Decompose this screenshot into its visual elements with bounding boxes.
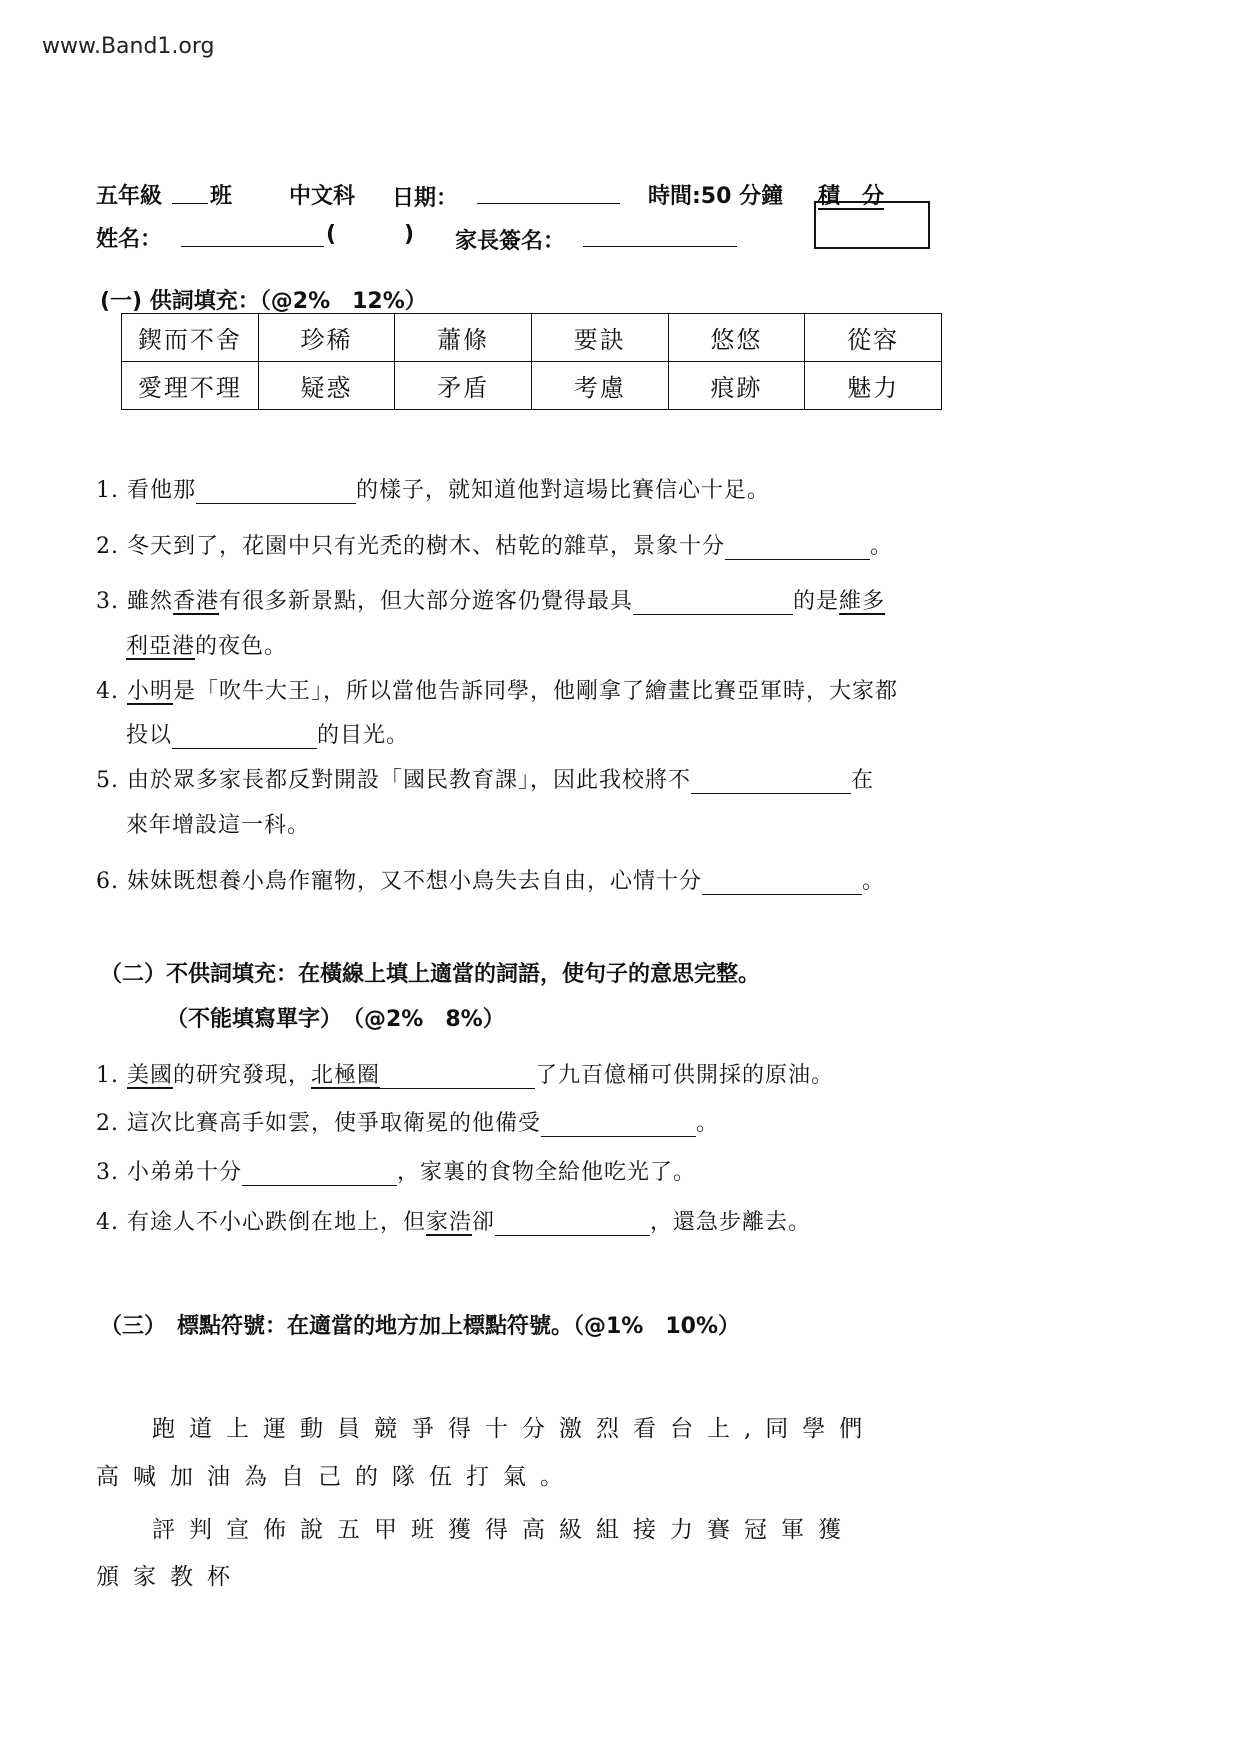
score-box[interactable] xyxy=(814,201,930,249)
word-cell: 蕭條 xyxy=(395,314,532,362)
word-cell: 愛理不理 xyxy=(122,362,259,410)
q-text: 。 xyxy=(696,1111,720,1136)
q-text: ，家裏的食物全給他吃光了。 xyxy=(397,1160,697,1185)
punctuation-paragraph-1-line-2: 高喊加油為自己的隊伍打氣。 xyxy=(96,1464,577,1490)
proper-noun: 家浩 xyxy=(426,1210,473,1235)
s1-question-5-cont xyxy=(126,808,310,839)
punctuation-paragraph-2-line-1: 評判宣佈說五甲班獲得高級組接力賽冠軍獲 xyxy=(152,1517,855,1543)
q-text: 冬天到了，花園中只有光禿的樹木、枯乾的雜草，景象十分 xyxy=(127,534,726,559)
date-blank[interactable] xyxy=(477,181,620,204)
s1-question-6 xyxy=(96,864,885,895)
q-text: 投以 xyxy=(126,723,173,748)
name-label: 姓名： xyxy=(96,227,163,252)
s2-question-1 xyxy=(96,1058,834,1089)
grade-label: 五年級 xyxy=(96,184,163,209)
q-text: 的是 xyxy=(793,589,840,614)
s1-question-3 xyxy=(96,584,885,615)
q-number: 5. xyxy=(96,768,119,793)
q-text: 的樣子，就知道他對這場比賽信心十足。 xyxy=(356,478,771,503)
word-bank-row xyxy=(122,314,942,362)
word-cell: 從容 xyxy=(805,314,942,362)
q-text: 卻 xyxy=(472,1210,496,1235)
section2-subtitle: （不能填寫單字） （@2% 8%） xyxy=(166,1007,505,1032)
class-blank[interactable] xyxy=(172,181,208,204)
q-text: 妹妹既想養小鳥作寵物，又不想小鳥失去自由，心情十分 xyxy=(127,869,703,894)
q-text: 。 xyxy=(862,869,886,894)
q-text: 了九百億桶可供開採的原油。 xyxy=(535,1063,835,1088)
class-number-open: ( xyxy=(326,222,337,247)
proper-noun: 美國 xyxy=(127,1063,174,1088)
word-bank-row xyxy=(122,362,942,410)
website-url[interactable]: www.Band1.org xyxy=(42,34,215,59)
q-number: 3. xyxy=(96,1160,119,1185)
parent-sign-blank[interactable] xyxy=(583,224,737,247)
word-cell: 疑惑 xyxy=(258,362,395,410)
q-number: 1. xyxy=(96,478,119,503)
q-text: 看他那 xyxy=(127,478,197,503)
punctuation-paragraph-1-line-1: 跑道上運動員競爭得十分激烈看台上,同學們 xyxy=(152,1416,877,1442)
s1-question-1 xyxy=(96,473,770,504)
score-label: 積 分 xyxy=(818,184,885,209)
word-cell: 痕跡 xyxy=(668,362,805,410)
q-number: 2. xyxy=(96,534,119,559)
word-cell: 鍥而不舍 xyxy=(122,314,259,362)
q-text: 有途人不小心跌倒在地上，但 xyxy=(127,1210,427,1235)
word-bank-table xyxy=(121,313,942,410)
s1-question-5 xyxy=(96,763,874,794)
q-text: 來年增設這一科。 xyxy=(126,813,311,838)
answer-blank[interactable] xyxy=(691,771,851,794)
time-label: 時間:50 分鐘 xyxy=(648,184,784,209)
q-text: ，還急步離去。 xyxy=(650,1210,812,1235)
q-number: 2. xyxy=(96,1111,119,1136)
proper-noun: 維多 xyxy=(839,589,886,614)
q-number: 1. xyxy=(96,1063,119,1088)
answer-blank[interactable] xyxy=(172,726,317,749)
answer-blank[interactable] xyxy=(725,537,870,560)
q-text: 是「吹牛大王」，所以當他告訴同學，他剛拿了繪畫比賽亞軍時，大家都 xyxy=(173,679,899,704)
q-text: 雖然 xyxy=(127,589,174,614)
subject-label: 中文科 xyxy=(289,184,356,209)
s2-question-3 xyxy=(96,1155,696,1186)
date-label: 日期： xyxy=(392,186,459,211)
s2-question-4 xyxy=(96,1205,811,1236)
q-text: 。 xyxy=(870,534,894,559)
s1-question-4 xyxy=(96,674,898,705)
answer-blank[interactable] xyxy=(495,1213,650,1236)
q-number: 6. xyxy=(96,869,119,894)
q-text: 由於眾多家長都反對開設「國民教育課」，因此我校將不 xyxy=(127,768,692,793)
s1-question-4-cont xyxy=(126,718,409,749)
name-blank[interactable] xyxy=(181,224,324,247)
q-number: 4. xyxy=(96,679,119,704)
class-number-close: ) xyxy=(404,222,415,247)
s1-question-3-cont xyxy=(126,629,287,660)
punctuation-paragraph-2-line-2: 頒家教杯 xyxy=(96,1564,244,1590)
s2-question-2 xyxy=(96,1106,719,1137)
q-text: 在 xyxy=(851,768,875,793)
q-number: 3. xyxy=(96,589,119,614)
word-cell: 矛盾 xyxy=(395,362,532,410)
q-text: 的目光。 xyxy=(317,723,410,748)
parent-sign-label: 家長簽名： xyxy=(455,229,566,254)
word-cell: 魅力 xyxy=(805,362,942,410)
answer-blank[interactable] xyxy=(702,872,862,895)
proper-noun: 利亞港 xyxy=(126,634,196,659)
section2-title: （二）不供詞填充：在橫線上填上適當的詞語，使句子的意思完整。 xyxy=(100,962,761,987)
answer-blank[interactable] xyxy=(541,1114,696,1137)
section1-title: (一) 供詞填充：（@2% 12%） xyxy=(100,289,427,314)
word-cell: 要訣 xyxy=(531,314,668,362)
q-text: 的研究發現， xyxy=(173,1063,312,1088)
proper-noun: 香港 xyxy=(173,589,220,614)
word-cell: 悠悠 xyxy=(668,314,805,362)
s1-question-2 xyxy=(96,529,893,560)
answer-blank[interactable] xyxy=(196,481,356,504)
q-text: 的夜色。 xyxy=(195,634,288,659)
q-text: 有很多新景點，但大部分遊客仍覺得最具 xyxy=(219,589,634,614)
answer-blank[interactable] xyxy=(242,1163,397,1186)
answer-blank[interactable] xyxy=(633,592,793,615)
word-cell: 考慮 xyxy=(531,362,668,410)
q-text: 這次比賽高手如雲，使爭取衛冕的他備受 xyxy=(127,1111,542,1136)
q-number: 4. xyxy=(96,1210,119,1235)
class-label: 班 xyxy=(210,184,233,209)
word-cell: 珍稀 xyxy=(258,314,395,362)
proper-noun: 小明 xyxy=(127,679,174,704)
section3-title: （三） 標點符號：在適當的地方加上標點符號。（@1% 10%） xyxy=(100,1314,741,1339)
proper-noun: 北極圈 xyxy=(311,1063,381,1088)
q-text: 小弟弟十分 xyxy=(127,1160,243,1185)
answer-blank[interactable] xyxy=(380,1066,535,1089)
